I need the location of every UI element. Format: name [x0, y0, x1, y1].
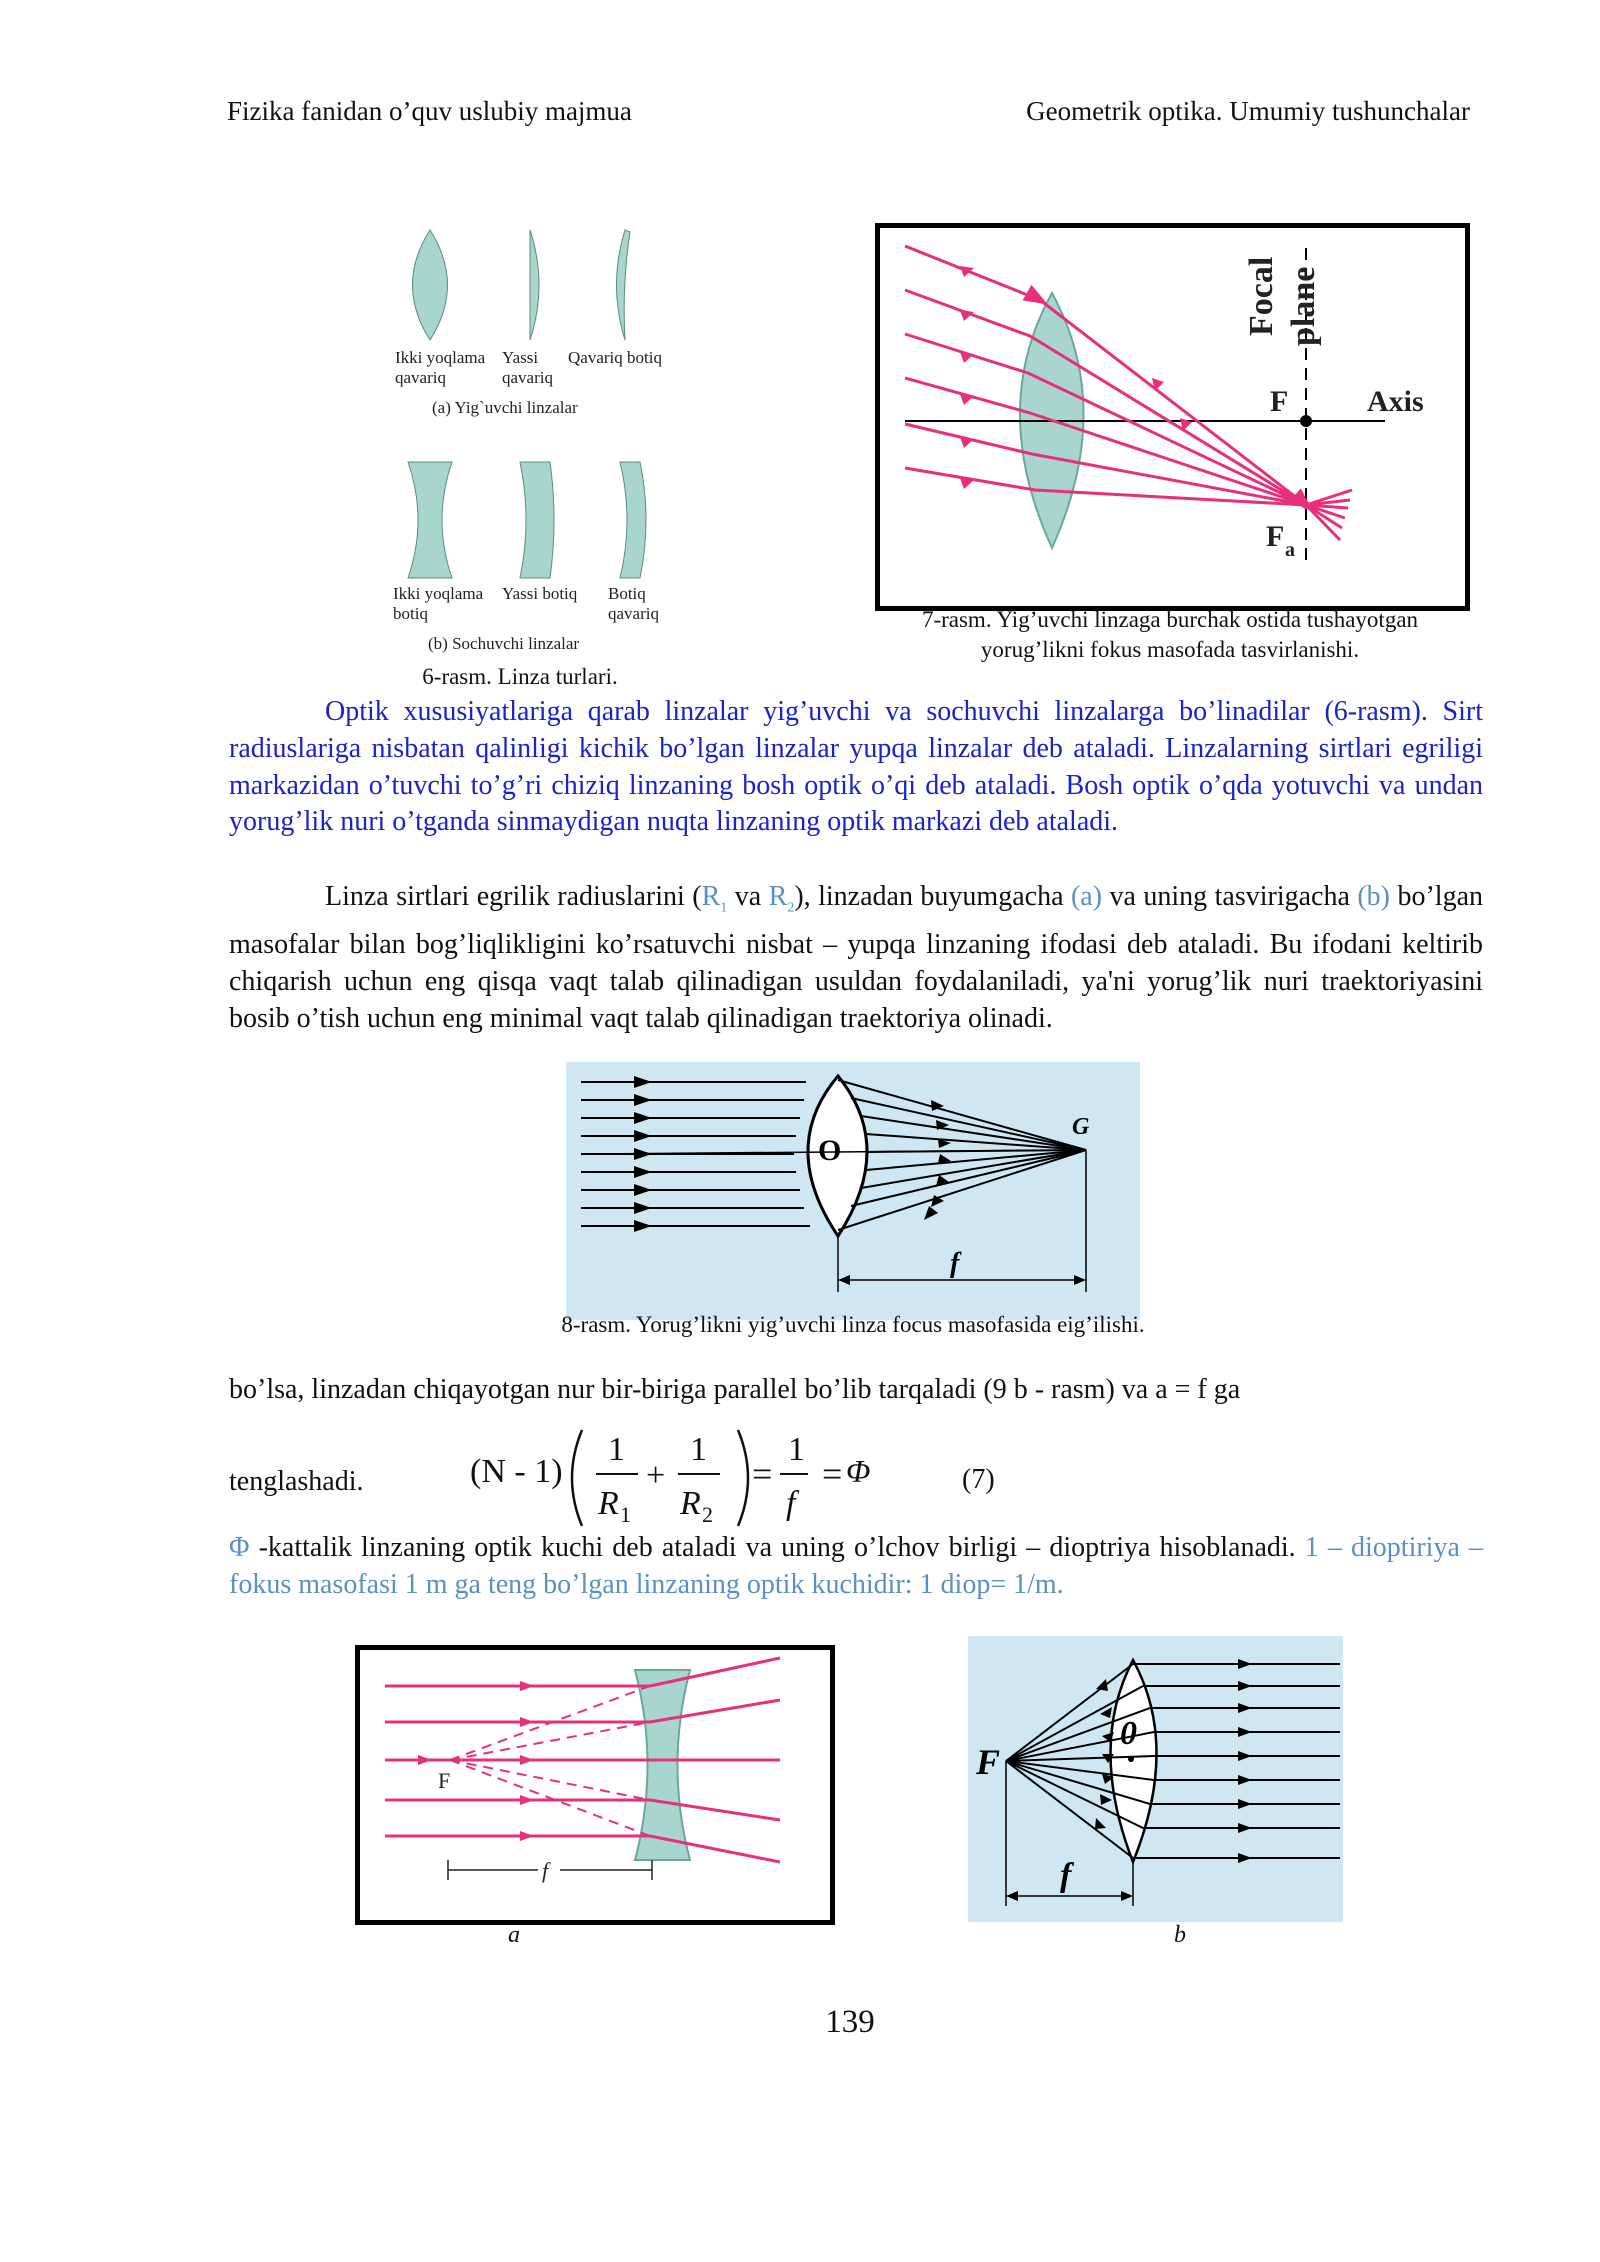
axis-label: Axis — [1367, 385, 1424, 418]
plane-label-text: plane — [1285, 266, 1322, 346]
svg-text:Φ: Φ — [846, 1453, 871, 1489]
svg-text:1: 1 — [608, 1431, 625, 1468]
svg-text:2: 2 — [702, 1502, 713, 1527]
formula-7 — [470, 1420, 1010, 1540]
header-left: Fizika fanidan o’quv uslubiy majmua — [227, 96, 632, 126]
svg-text:R: R — [680, 1485, 701, 1522]
fa-label: F — [1266, 520, 1285, 553]
group-diverging: (b) Sochuvchi linzalar — [428, 634, 580, 653]
plano-concave-lens-shape — [520, 462, 554, 578]
figure-7-frame — [875, 223, 1470, 611]
f-label-9b: F — [976, 1742, 1001, 1782]
g-label: G — [1072, 1114, 1090, 1140]
figure-9a-frame — [355, 1645, 835, 1925]
fig7-caption: 7-rasm. Yig’uvchi linzaga burchak ostida tushayotgan yorug’likni fokus masofada tasvirlanishi. — [921, 607, 1419, 662]
paragraph-optical-power: Φ -kattalik linzaning optik kuchi deb ataladi va uning o’lchov birligi – dioptriya hisoblanadi. 1 – dioptiriya – fokus masofasi 1 m ga teng bo’lgan linzaning optik kuchidir: 1 diop= 1/m. — [229, 1532, 1484, 1600]
fa-sub-label: a — [1285, 539, 1295, 561]
paragraph-thin-lens: Linza sirtlari egrilik radiuslarini ($R_1$ va $R_2$), linzadan buyumgacha (a) va uning tasvirigacha (b) bo’lgan masofalar bilan bog’liqlikligini ko’rsatuvchi nisbat – yupqa linzaning ifodasi deb ataladi. Bu ifodani keltirib chiqarish uchun eng qisqa vaqt talab qilinadigan usuldan foydalaniladi, ya'ni yorug’lik nuri traektoriyasini bosib o’tish uchun eng minimal vaqt talab qilinadigan traektoriya olinadi. — [229, 881, 1484, 1034]
figure-8-drawing — [566, 1062, 1140, 1320]
figure-9b-drawing — [968, 1636, 1343, 1922]
diverging-lens — [635, 1670, 690, 1860]
o-label: O — [818, 1134, 842, 1167]
rays-9a — [385, 1658, 780, 1862]
formula-number: (7) — [962, 1464, 995, 1495]
parallel-outgoing-rays — [1133, 1664, 1340, 1858]
page-number: 139 — [825, 2004, 875, 2040]
focal-f-label-9a: f — [542, 1858, 549, 1883]
figure-8 — [566, 1062, 1140, 1320]
paragraph-lens-definitions: Optik xususiyatlariga qarab linzalar yig’uvchi va sochuvchi linzalarga bo’linadilar (6-rasm). Sirt radiuslariga nisbatan qalinligi kichik bo’lgan linzalar yupqa linzalar deb ataladi. Linzalarning sirtlari egriligi markazidan o’tuvchi to’g’ri chiziq linzaning bosh optik o’qi deb ataladi. Bosh optik o’qda yotuvchi va undan yorug’lik nuri o’tganda sinmaydigan nuqta linzaning optik markazi deb ataladi. — [229, 696, 1483, 838]
svg-text:+: + — [646, 1457, 666, 1494]
label-convex-concave: Qavariq botiq — [568, 348, 662, 367]
label-plano-concave: Yassi botiq — [502, 584, 578, 603]
figure-9a-drawing — [360, 1650, 830, 1920]
focal-label-text: Focal — [1243, 256, 1280, 336]
fig6-caption: 6-rasm. Linza turlari. — [422, 664, 618, 689]
converging-rays — [838, 1080, 1086, 1230]
biconcave-lens-shape — [408, 462, 452, 578]
svg-text:=: = — [752, 1454, 773, 1494]
focal-point-f — [1300, 415, 1312, 427]
label-biconvex: Ikki yoqlama qavariq — [395, 348, 486, 387]
convex-concave-lens-shape — [617, 230, 631, 340]
figure-6-lens-types — [380, 220, 700, 690]
f-label: F — [1270, 385, 1289, 418]
fig8-caption: 8-rasm. Yorug’likni yig’uvchi linza focus masofasida eig’ilishi. — [561, 1312, 1145, 1337]
sentence-parallel-rays: bo’lsa, linzadan chiqayotgan nur bir-biriga parallel bo’lib tarqaladi (9 b - rasm) va a = f ga — [229, 1374, 1241, 1405]
label-concave-convex: Botiq qavariq — [608, 584, 659, 623]
label-plano-convex: Yassi qavariq — [502, 348, 553, 387]
header-right: Geometrik optika. Umumiy tushunchalar — [1026, 96, 1470, 126]
f-point-label-9a: F — [438, 1768, 451, 1793]
label-biconcave: Ikki yoqlama botiq — [393, 584, 484, 623]
concave-convex-lens-shape — [620, 462, 646, 578]
svg-text:1: 1 — [620, 1502, 631, 1527]
figure-7-drawing — [880, 228, 1465, 606]
f-label-8: f — [950, 1248, 960, 1279]
formula-prefix: (N - 1) — [470, 1453, 563, 1490]
fig9a-label: a — [508, 1922, 520, 1948]
svg-text:f: f — [786, 1485, 796, 1522]
focal-f-label-9b: f — [1060, 1857, 1072, 1894]
biconvex-lens-shape — [413, 230, 448, 340]
fig9b-label: b — [1174, 1922, 1186, 1948]
formula-drawing — [470, 1420, 1010, 1540]
figure-9b — [968, 1636, 1343, 1922]
svg-text:=: = — [822, 1454, 843, 1494]
o-label-9b: 0 — [1120, 1715, 1137, 1752]
formula-lead: tenglashadi. — [229, 1466, 364, 1497]
svg-text:R: R — [598, 1485, 619, 1522]
group-converging: (a) Yig`uvchi linzalar — [432, 398, 578, 417]
svg-text:1: 1 — [788, 1431, 805, 1468]
plano-convex-lens-shape — [530, 230, 539, 340]
svg-text:1: 1 — [690, 1431, 707, 1468]
